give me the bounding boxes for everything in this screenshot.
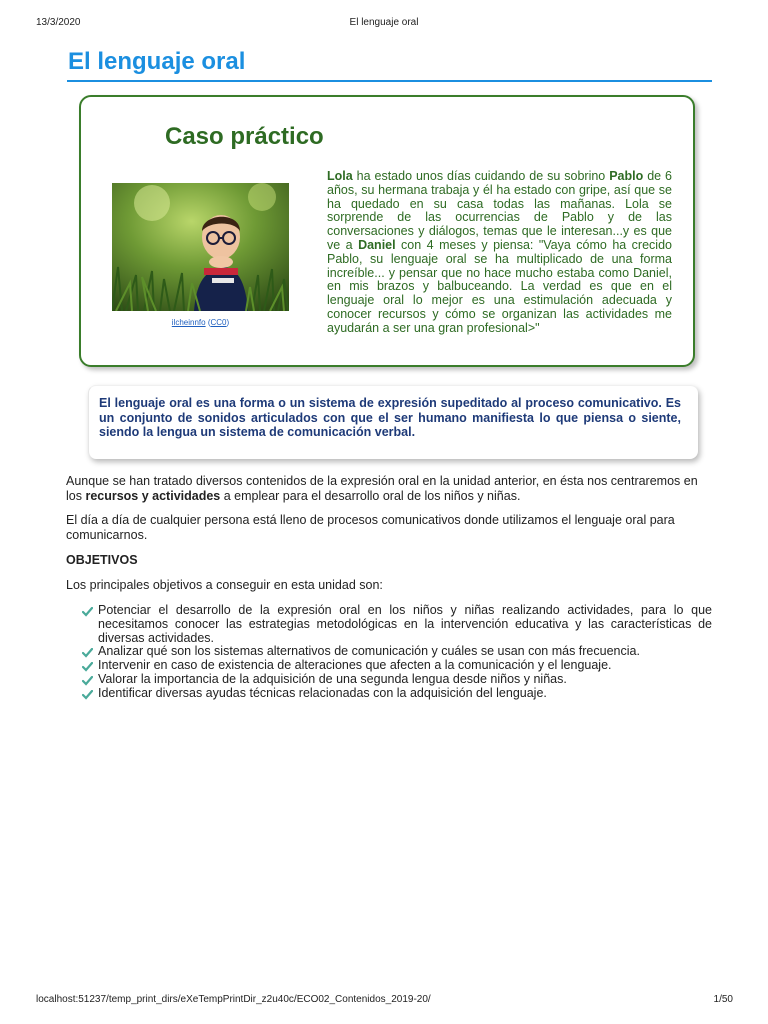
case-text-segment: Pablo bbox=[609, 169, 644, 183]
objectives-heading: OBJETIVOS bbox=[66, 553, 138, 567]
objective-item bbox=[82, 645, 712, 659]
check-icon bbox=[82, 648, 93, 658]
page-number: 1/50 bbox=[713, 994, 733, 1005]
definition-box bbox=[88, 385, 698, 459]
intro-bold-text: recursos y actividades bbox=[85, 488, 221, 503]
photo-author-link[interactable]: ilcheinnfo bbox=[171, 318, 206, 327]
daily-paragraph: El día a día de cualquier persona está lleno de procesos comunicativos donde utilizamos el lenguaje oral para comunicarnos. bbox=[66, 513, 675, 542]
definition-text: El lenguaje oral es una forma o un sistema de expresión supeditado al proceso comunicativo. Es un conjunto de sonidos articulados con que el ser humano manifiesta lo que piensa o siente, siendo la lengua un sistema de comunicación verbal. bbox=[99, 396, 681, 439]
objectives-intro: Los principales objetivos a conseguir en esta unidad son: bbox=[66, 578, 383, 592]
intro-text: Aunque se han tratado diversos contenidos de la expresión oral en la unidad anterior, en ésta nos centraremos en los bbox=[66, 474, 698, 503]
check-icon bbox=[82, 662, 93, 672]
intro-text-end: a emplear para el desarrollo oral de los niños y niñas. bbox=[220, 488, 521, 503]
photo-credit: ilcheinnfo (CC0) bbox=[171, 318, 230, 327]
case-text-segment: de 6 años, su hermana trabaja y él ha estado con gripe, así que se ha quedado en su casa todas las mañanas. Lola se sorprende de las ocurrencias de Pablo y de las conversaciones y diálogos, temas que le interesan...y es que ve a bbox=[327, 169, 672, 252]
objective-text: Valorar la importancia de la adquisición de una segunda lengua desde niños y niñas. bbox=[98, 671, 567, 686]
check-icon bbox=[82, 607, 93, 617]
page-title: El lenguaje oral bbox=[68, 48, 246, 75]
objective-item bbox=[82, 604, 712, 645]
photo-license-link[interactable]: CC0 bbox=[210, 318, 227, 327]
case-text-segment: ha estado unos días cuidando de su sobrino bbox=[352, 169, 610, 183]
case-text-segment: Lola bbox=[327, 169, 353, 183]
intro-paragraph bbox=[66, 474, 712, 503]
objective-text: Identificar diversas ayudas técnicas relacionadas con la adquisición del lenguaje. bbox=[98, 685, 547, 700]
objectives-list bbox=[82, 604, 712, 701]
objective-text: Potenciar el desarrollo de la expresión oral en los niños y niñas realizando actividades, para lo que necesitamos conocer las estrategias metodológicas en la intervención educativa y las características de diversas actividades. bbox=[98, 603, 712, 645]
child-in-grass-photo bbox=[112, 183, 289, 311]
print-date: 13/3/2020 bbox=[36, 17, 81, 28]
check-icon bbox=[82, 690, 93, 700]
case-study-title: Caso práctico bbox=[165, 123, 324, 150]
objective-item bbox=[82, 687, 712, 701]
objective-item bbox=[82, 659, 712, 673]
case-study-box bbox=[79, 95, 695, 367]
objective-item bbox=[82, 673, 712, 687]
case-text-segment: Daniel bbox=[358, 237, 396, 252]
objective-text: Analizar qué son los sistemas alternativos de comunicación y cuáles se usan con más frecuencia. bbox=[98, 644, 640, 659]
objective-text: Intervenir en caso de existencia de alteraciones que afecten a la comunicación y el lenguaje. bbox=[98, 658, 612, 673]
case-study-text bbox=[327, 170, 672, 336]
print-header bbox=[0, 17, 768, 31]
case-text-segment: con 4 meses y piensa: "Vaya cómo ha crecido Pablo, su lenguaje oral se ha multiplicado de una forma increíble... y pensar que no hace mucho estaba como Daniel, en mis brazos y balbuceando. La verdad es que en el lenguaje oral lo mejor es una estimulación adecuada y conocer recursos y cómo se organizan las actividades me ayudarán a ser una gran profesional>" bbox=[327, 237, 672, 335]
title-underline bbox=[67, 80, 712, 82]
print-url: localhost:51237/temp_print_dirs/eXeTempPrintDir_z2u40c/ECO02_Contenidos_2019-20/ bbox=[36, 994, 431, 1005]
check-icon bbox=[82, 676, 93, 686]
print-title: El lenguaje oral bbox=[349, 17, 419, 28]
